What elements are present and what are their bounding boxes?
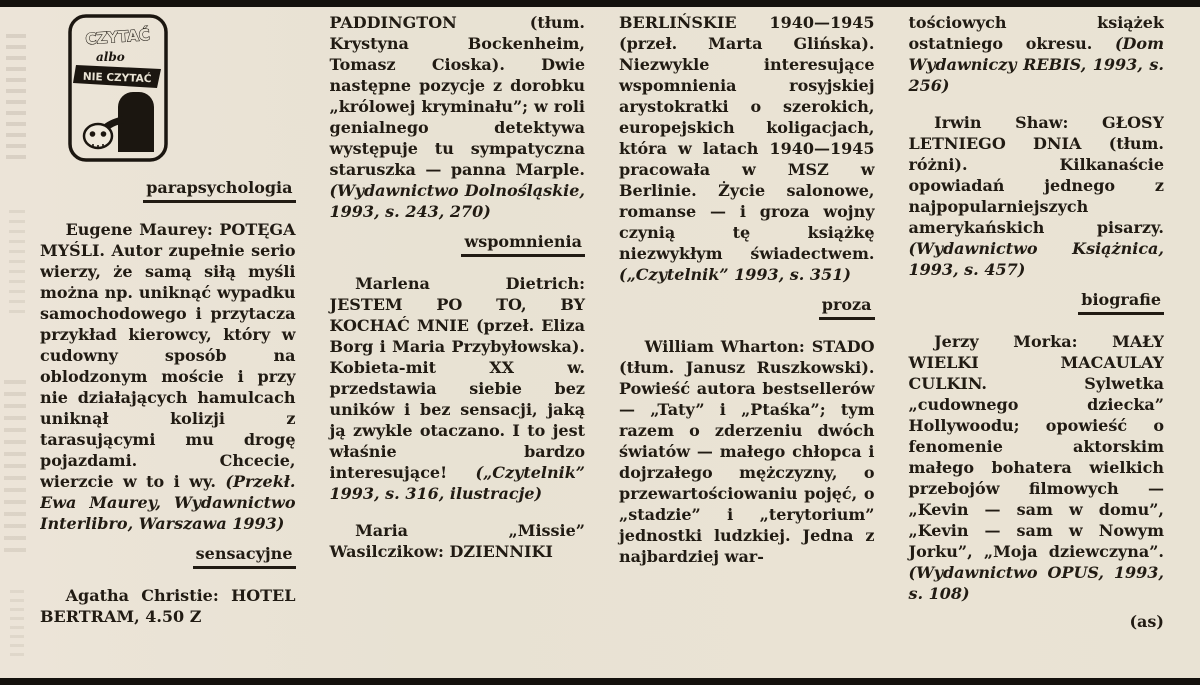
section-heading-proza (619, 295, 875, 320)
review-text: (as) (1129, 612, 1164, 631)
text-columns (40, 12, 1164, 674)
section-heading-label: proza (819, 295, 875, 320)
review-text: PADDINGTON (tłum. Krystyna Bockenheim, Tomasz Cioska). Dwie następne pozycje z dorobku „królowej kryminału”; w roli genialnego detektywa występuje tu sympatyczna staruszka — panna Marple. (329, 13, 585, 179)
logo-text-nie-czytac: NIE CZYTAĆ (82, 70, 152, 86)
publisher-info: („Czytelnik” 1993, s. 351) (619, 265, 851, 284)
column-4 (909, 12, 1165, 674)
review-text: Marlena Dietrich: JESTEM PO TO, BY KOCHAĆ MNIE (przeł. Eliza Borg i Maria Przybyłowska). Kobieta-mit XX w. przedstawia siebie bez uników i bez sensacji, jaką ją zwykle otaczano. I to jest właśnie bardzo interesujące! (329, 274, 585, 482)
review-paragraph (40, 585, 296, 627)
bleed-through-artifact (4, 380, 26, 560)
column-1 (40, 12, 296, 674)
review-paragraph (330, 12, 586, 222)
skull-eye (101, 131, 107, 137)
bleed-through-artifact (6, 34, 26, 164)
review-text: Jerzy Morka: MAŁY WIELKI MACAULAY CULKIN. Sylwetka „cudownego dziecka” Hollywoodu; opowieść o fenomenie aktorskim małego bohatera wielkich przebojów filmowych — „Kevin — sam w domu”, „Kevin — sam w Nowym Jorku”, „Moja dziewczyna”. (908, 332, 1164, 561)
publisher-info: (Wydawnictwo Książnica, 1993, s. 457) (908, 239, 1164, 279)
logo-text-albo: albo (96, 50, 125, 64)
figure-base (118, 130, 154, 152)
column-logo (66, 12, 170, 164)
section-heading-biografie (909, 290, 1165, 315)
skull-icon (84, 124, 112, 148)
review-paragraph (909, 112, 1165, 280)
logo-text-czytac: CZYTAĆ (84, 25, 151, 49)
review-paragraph (330, 273, 586, 504)
bleed-through-artifact (9, 210, 25, 320)
czytac-albo-nie-czytac-emblem (66, 12, 170, 164)
review-paragraph (619, 12, 875, 285)
section-heading-label: parapsychologia (143, 178, 295, 203)
review-paragraph (40, 219, 296, 534)
review-paragraph (909, 331, 1165, 604)
review-text: BERLIŃSKIE 1940—1945 (przeł. Marta Glińska). Niezwykle interesujące wspomnienia rosyjskiej arystokratki o szerokich, europejskich koligacjach, która w latach 1940—1945 pracowała w MSZ w Berlinie. Życie salonowe, romanse — i groza wojny czynią tę książkę niezwykłym świadectwem. (619, 13, 875, 263)
review-text: Agatha Christie: HOTEL BERTRAM, 4.50 Z (40, 586, 296, 626)
section-heading-wspomnienia (330, 232, 586, 257)
review-text: William Wharton: STADO (tłum. Janusz Ruszkowski). Powieść autora bestsellerów — „Taty” i „Ptaśka”; tym razem o zderzeniu dwóch światów — małego chłopca i dojrzałego mężczyzny, o przewartościowaniu pojęć, o „stadzie” i „terytorium” jednostki ludzkiej. Jedna z najbardziej war- (619, 337, 875, 566)
review-paragraph (909, 12, 1165, 96)
publisher-info: (Dom Wydawniczy REBIS, 1993, s. 256) (908, 34, 1164, 95)
review-text: Maria „Missie” Wasilczikow: DZIENNIKI (329, 521, 585, 561)
section-heading-sensacyjne (40, 544, 296, 569)
publisher-info: (Przekł. Ewa Maurey, Wydawnictwo Interlibro, Warszawa 1993) (40, 472, 296, 533)
column-3 (619, 12, 875, 674)
section-heading-label: wspomnienia (461, 232, 585, 257)
section-heading-label: sensacyjne (193, 544, 296, 569)
review-text: Eugene Maurey: POTĘGA MYŚLI. Autor zupełnie serio wierzy, że samą siłą myśli można np. uniknąć wypadku samochodowego i przytacza przykład kierowcy, który w cudowny sposób na oblodzonym moście i przy nie działających hamulcach uniknął kolizji z tarasującymi mu drogę pojazdami. Chcecie, wierzcie w to i wy. (40, 220, 296, 491)
section-heading-label: biografie (1078, 290, 1164, 315)
skull-eye (90, 131, 96, 137)
review-paragraph (619, 336, 875, 567)
publisher-info: („Czytelnik” 1993, s. 316, ilustracje) (329, 463, 585, 503)
top-rule (0, 0, 1200, 7)
review-paragraph (330, 520, 586, 562)
bottom-rule (0, 678, 1200, 685)
bleed-through-artifact (10, 590, 24, 660)
author-initials (909, 611, 1165, 632)
review-text: Irwin Shaw: GŁOSY LETNIEGO DNIA (tłum. różni). Kilkanaście opowiadań jednego z najpopularniejszych amerykańskich pisarzy. (908, 113, 1164, 237)
publisher-info: (Wydawnictwo Dolnośląskie, 1993, s. 243, 270) (329, 181, 585, 221)
review-text: tościowych książek ostatniego okresu. (908, 13, 1164, 53)
section-heading-parapsychologia (40, 178, 296, 203)
publisher-info: (Wydawnictwo OPUS, 1993, s. 108) (908, 563, 1164, 603)
column-2 (330, 12, 586, 674)
